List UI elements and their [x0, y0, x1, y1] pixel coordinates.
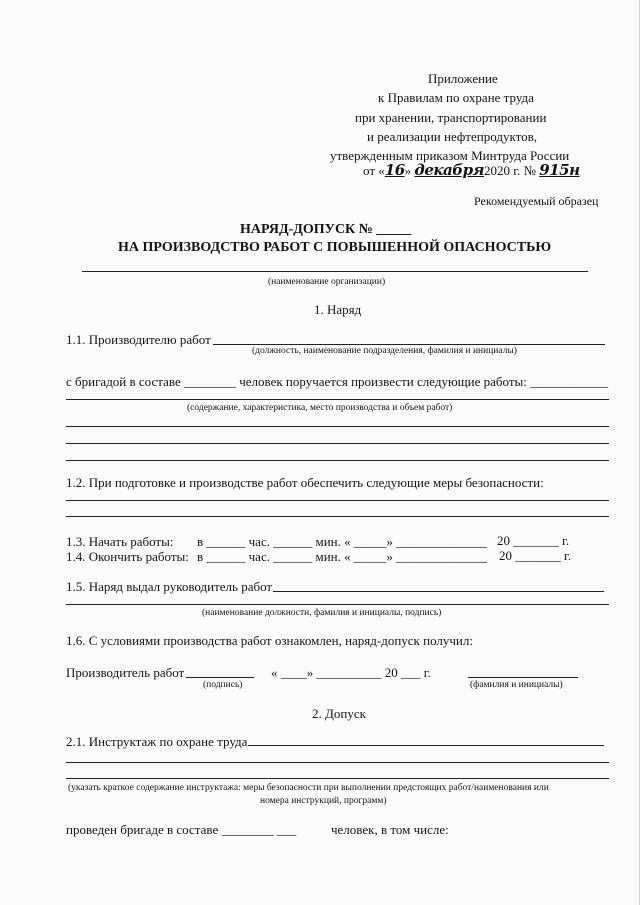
signature-caption: (подпись) — [203, 680, 243, 690]
item-1-3-year[interactable]: 20 _______ г. — [497, 533, 570, 548]
header-line-5: утвержденным приказом Минтруда России — [330, 148, 570, 163]
instruction-line-2[interactable] — [66, 762, 609, 763]
form-title-line-1: НАРЯД-ДОПУСК № _____ — [240, 222, 412, 237]
work-description-caption: (содержание, характеристика, место производства и объем работ) — [187, 403, 453, 413]
instruction-line-3[interactable] — [66, 778, 609, 779]
item-1-1-caption: (должность, наименование подразделения, фамилия и инициалы) — [252, 346, 517, 356]
org-name-line[interactable] — [82, 271, 588, 272]
item-1-5-caption: (наименование должности, фамилия и инициалы, подпись) — [202, 608, 442, 618]
safety-measures-line-2[interactable] — [66, 516, 609, 517]
date-day: 16 — [384, 161, 405, 179]
work-description-line-4[interactable] — [66, 460, 609, 461]
issued-by-field[interactable] — [273, 591, 604, 592]
date-month: декабря — [414, 161, 484, 179]
work-description-line-1[interactable] — [66, 399, 609, 400]
item-2-1-caption-2: номера инструкций, программ) — [260, 796, 387, 806]
item-1-6: 1.6. С условиями производства работ ознакомлен, наряд-допуск получил: — [66, 633, 473, 648]
item-1-5-label: 1.5. Наряд выдал руководитель работ — [66, 579, 273, 594]
item-1-1-label: 1.1. Производителю работ — [66, 332, 211, 347]
issued-by-line-2[interactable] — [66, 604, 609, 605]
header-line-1: Приложение — [428, 71, 498, 86]
item-2-1-label: 2.1. Инструктаж по охране труда — [66, 734, 248, 749]
order-number: 915н — [539, 161, 580, 179]
recommended-sample: Рекомендуемый образец — [474, 194, 599, 208]
form-title-line-2: НА ПРОИЗВОДСТВО РАБОТ С ПОВЫШЕННОЙ ОПАСНОСТЬЮ — [118, 240, 552, 255]
producer-date-fields[interactable]: « ____» __________ 20 ___ г. — [271, 665, 431, 680]
section-1-heading: 1. Наряд — [314, 302, 362, 317]
item-1-3-label: 1.3. Начать работы: — [66, 534, 174, 549]
item-1-4-label: 1.4. Окончить работы: — [66, 549, 189, 564]
conducted-label: проведен бригаде в составе ________ ___ — [66, 822, 297, 837]
name-caption: (фамилия и инициалы) — [470, 680, 563, 690]
conducted-tail: человек, в том числе: — [331, 822, 449, 837]
order-date-line — [363, 163, 580, 178]
work-description-line-3[interactable] — [66, 443, 609, 444]
header-line-4: и реализации нефтепродуктов, — [367, 129, 537, 144]
item-1-4-year[interactable]: 20 _______ г. — [499, 548, 572, 563]
work-producer-field[interactable] — [213, 344, 605, 345]
header-line-3: при хранении, транспортировании — [355, 110, 547, 125]
item-1-2: 1.2. При подготовке и производстве работ обеспечить следующие меры безопасности: — [66, 475, 544, 490]
producer-label: Производитель работ — [66, 665, 185, 680]
date-mid: » — [404, 163, 412, 178]
item-2-1-caption-1: (указать краткое содержание инструктажа: меры безопасности при выполнении предстоящих работ/наименования или — [68, 783, 549, 793]
header-line-2: к Правилам по охране труда — [378, 90, 534, 105]
work-description-line-2[interactable] — [66, 426, 609, 427]
date-prefix: от « — [363, 163, 385, 178]
date-year-no: 2020 г. № — [484, 163, 537, 178]
section-2-heading: 2. Допуск — [312, 706, 366, 721]
producer-name-field[interactable] — [468, 677, 578, 678]
org-name-caption: (наименование организации) — [268, 277, 386, 287]
safety-measures-line-1[interactable] — [66, 500, 609, 501]
producer-signature-field[interactable] — [186, 677, 254, 678]
item-1-3-fields[interactable]: в ______ час. ______ мин. « _____» ______________ — [197, 534, 488, 549]
item-1-4-fields[interactable]: в ______ час. ______ мин. « _____» ______________ — [197, 549, 488, 564]
brigade-line: с бригадой в составе ________ человек поручается произвести следующие работы: ____________ — [66, 374, 609, 389]
instruction-field[interactable] — [248, 745, 604, 746]
